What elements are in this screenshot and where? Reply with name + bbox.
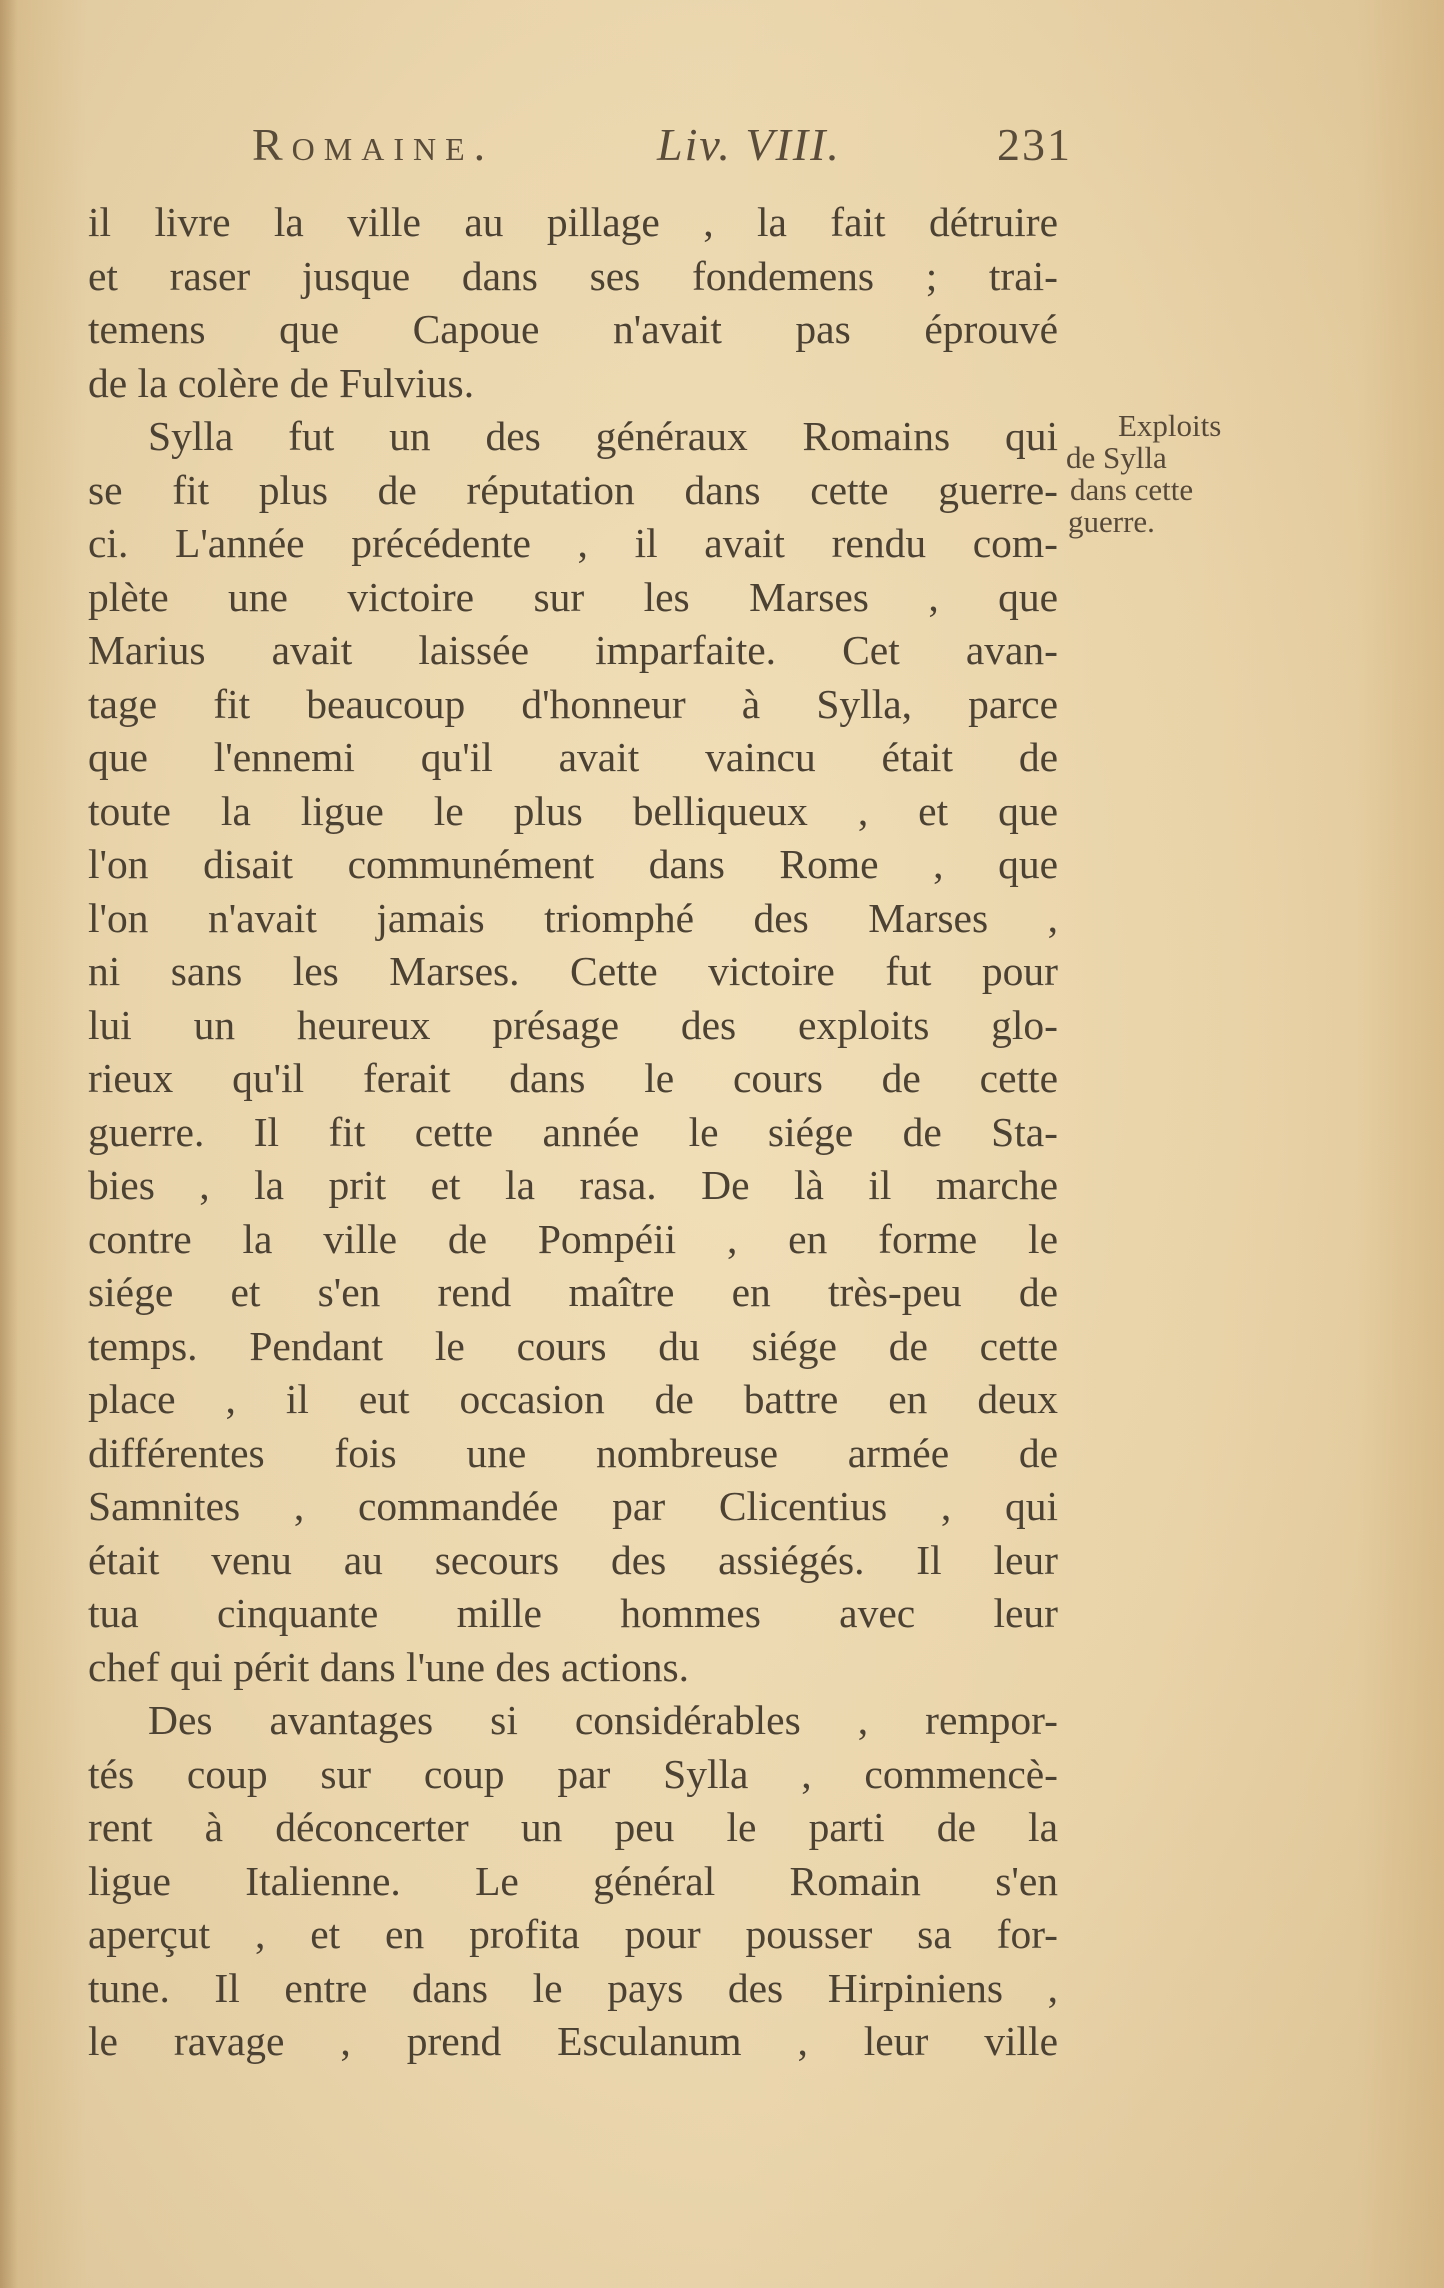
text-line: temps. Pendant le cours du siége de cette [88, 1322, 1058, 1369]
text-line: il livre la ville au pillage , la fait détruire [88, 199, 1058, 245]
text-line: Marius avait laissée imparfaite. Cet avan- [88, 627, 1058, 673]
margin-note-line: guerre. [1068, 504, 1155, 539]
text-line: chef qui périt dans l'une des actions. [88, 1643, 689, 1690]
text-line: aperçut , et en profita pour pousser sa for- [88, 1911, 1058, 1957]
text-line: et raser jusque dans ses fondemens ; trai- [88, 252, 1058, 299]
text-line: toute la ligue le plus belliqueux , et que [88, 787, 1058, 834]
text-line: le ravage , prend Esculanum , leur ville [88, 2018, 1058, 2064]
text-line: ligue Italienne. Le général Romain s'en [88, 1857, 1058, 1904]
text-line: plète une victoire sur les Marses , que [88, 573, 1058, 620]
text-line: ci. L'année précédente , il avait rendu com- [88, 520, 1058, 566]
text-line: était venu au secours des assiégés. Il leur [88, 1536, 1058, 1583]
margin-note-line: Exploits [1118, 408, 1222, 443]
text-line: de la colère de Fulvius. [88, 359, 475, 406]
text-line: lui un heureux présage des exploits glo- [88, 1001, 1058, 1048]
text-line: différentes fois une nombreuse armée de [88, 1429, 1058, 1476]
text-line: siége et s'en rend maître en très-peu de [88, 1269, 1058, 1315]
running-title: Romaine. [252, 119, 495, 170]
page-number: 231 [997, 119, 1072, 170]
text-line: se fit plus de réputation dans cette guerre- [88, 466, 1058, 513]
text-line: Samnites , commandée par Clicentius , qui [88, 1483, 1058, 1529]
text-line: Des avantages si considérables , rempor- [148, 1697, 1058, 1743]
text-line: tage fit beaucoup d'honneur à Sylla, parce [88, 680, 1058, 727]
page-header [252, 118, 1072, 178]
text-line: l'on disait communément dans Rome , que [88, 841, 1058, 887]
body-text [88, 196, 1058, 2069]
margin-note [1066, 410, 1286, 538]
margin-note-line: de Sylla [1066, 440, 1167, 475]
text-line: Sylla fut un des généraux Romains qui [148, 413, 1058, 459]
text-line: que l'ennemi qu'il avait vaincu était de [88, 734, 1058, 780]
margin-note-line: dans cette [1070, 472, 1194, 507]
text-line: rent à déconcerter un peu le parti de la [88, 1804, 1058, 1850]
text-line: l'on n'avait jamais triomphé des Marses , [88, 894, 1058, 941]
text-line: contre la ville de Pompéii , en forme le [88, 1215, 1058, 1262]
text-line: guerre. Il fit cette année le siége de Sta- [88, 1108, 1058, 1155]
text-line: bies , la prit et la rasa. De là il marche [88, 1162, 1058, 1208]
text-line: rieux qu'il ferait dans le cours de cette [88, 1055, 1058, 1101]
text-line: place , il eut occasion de battre en deux [88, 1376, 1058, 1422]
text-line: temens que Capoue n'avait pas éprouvé [88, 306, 1058, 352]
text-line: ni sans les Marses. Cette victoire fut pour [88, 948, 1058, 994]
text-line: tune. Il entre dans le pays des Hirpiniens , [88, 1964, 1058, 2011]
text-line: tés coup sur coup par Sylla , commencè- [88, 1750, 1058, 1797]
book-reference: Liv. VIII. [657, 119, 841, 170]
text-line: tua cinquante mille hommes avec leur [88, 1590, 1058, 1636]
